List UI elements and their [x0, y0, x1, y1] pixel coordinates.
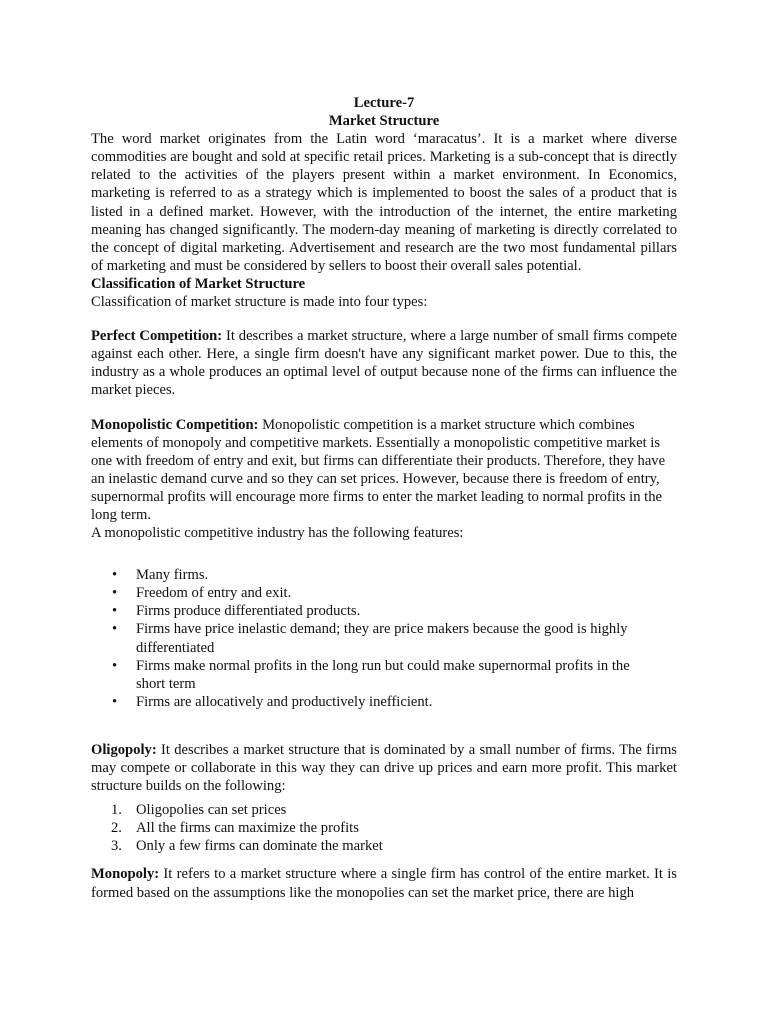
list-item-text: Only a few firms can dominate the market — [136, 838, 383, 855]
list-item-text: Firms have price inelastic demand; they are price makers because the good is highly differentiated — [136, 621, 628, 656]
list-item-text: Many firms. — [136, 567, 209, 584]
list-item — [91, 693, 677, 711]
list-number: 1. — [111, 802, 122, 819]
bullet-icon: • — [112, 657, 118, 674]
list-item-text: Oligopolies can set prices — [136, 802, 287, 819]
list-item — [91, 657, 677, 693]
list-item — [91, 566, 677, 584]
bullet-icon: • — [112, 567, 118, 584]
perfect-competition-paragraph — [91, 327, 677, 399]
list-item — [91, 837, 677, 855]
perfect-competition-text: It describes a market structure, where a large number of small firms compete against each other. Here, a single firm doesn't have any significant market power. Due to this, the industry as a whole produces an optimal level of output because none of the firms can influence the market pieces. — [91, 328, 677, 399]
monopoly-text: It refers to a market structure where a single firm has control of the entire market. It is formed based on the assumptions like the monopolies can set the market price, there are high — [91, 866, 677, 901]
oligopoly-list — [91, 801, 677, 855]
list-item — [91, 819, 677, 837]
oligopoly-paragraph — [91, 741, 677, 795]
bullet-icon: • — [112, 585, 118, 602]
monopolistic-competition-text: Monopolistic competition is a market structure which combines elements of monopoly and competitive markets. Essentially a monopolistic competitive market is one with freedom of entry and exit, but firms can differentiate their products. Therefore, they have an inelastic demand curve and so they can set prices. However, because there is freedom of entry, supernormal profits will encourage more firms to enter the market leading to normal profits in the long term. — [91, 416, 666, 523]
list-item-text: Firms make normal profits in the long run but could make supernormal profits in the short term — [136, 657, 630, 692]
bullet-icon: • — [112, 621, 118, 638]
list-item-text: Freedom of entry and exit. — [136, 585, 292, 602]
perfect-competition-label: Perfect Competition: — [91, 328, 223, 345]
monopoly-paragraph — [91, 865, 677, 901]
list-item — [91, 801, 677, 819]
classification-text: Classification of market structure is made into four types: — [91, 294, 428, 311]
monopolistic-competition-paragraph — [91, 416, 677, 525]
lecture-number: Lecture-7 — [353, 95, 415, 111]
bullet-icon: • — [112, 693, 118, 710]
list-item-text: Firms are allocatively and productively inefficient. — [136, 693, 433, 710]
oligopoly-label: Oligopoly: — [91, 741, 157, 758]
list-number: 2. — [111, 820, 122, 837]
monopolistic-competition-label: Monopolistic Competition: — [91, 416, 259, 433]
list-item-text: Firms produce differentiated products. — [136, 603, 361, 620]
list-number: 3. — [111, 838, 122, 855]
list-item — [91, 602, 677, 620]
list-item-text: All the firms can maximize the profits — [136, 820, 359, 837]
monopolistic-features-intro: A monopolistic competitive industry has the following features: — [91, 525, 464, 542]
monopoly-label: Monopoly: — [91, 866, 160, 883]
oligopoly-text: It describes a market structure that is dominated by a small number of firms. The firms may compete or collaborate in this way they can drive up prices and earn more profit. This market structure builds on the following: — [91, 741, 677, 795]
document-page — [91, 94, 677, 902]
list-item — [91, 584, 677, 602]
intro-paragraph: The word market originates from the Latin word ‘maracatus’. It is a market where diverse commodities are bought and sold at specific retail prices. Marketing is a sub-concept that is directly related to the activities of the players present within a market environment. In Economics, marketing is referred to as a strategy which is implemented to boost the sales of a product that is listed in a defined market. However, with the introduction of the internet, the entire marketing meaning has changed significantly. The modern-day meaning of marketing is directly correlated to the concept of digital marketing. Advertisement and research are the two most fundamental pillars of marketing and must be considered by sellers to boost their overall sales potential. — [91, 131, 677, 274]
classification-heading: Classification of Market Structure — [91, 275, 306, 292]
monopolistic-features-list — [91, 566, 677, 711]
page-title: Market Structure — [328, 113, 440, 130]
list-item — [91, 620, 677, 656]
bullet-icon: • — [112, 603, 118, 620]
